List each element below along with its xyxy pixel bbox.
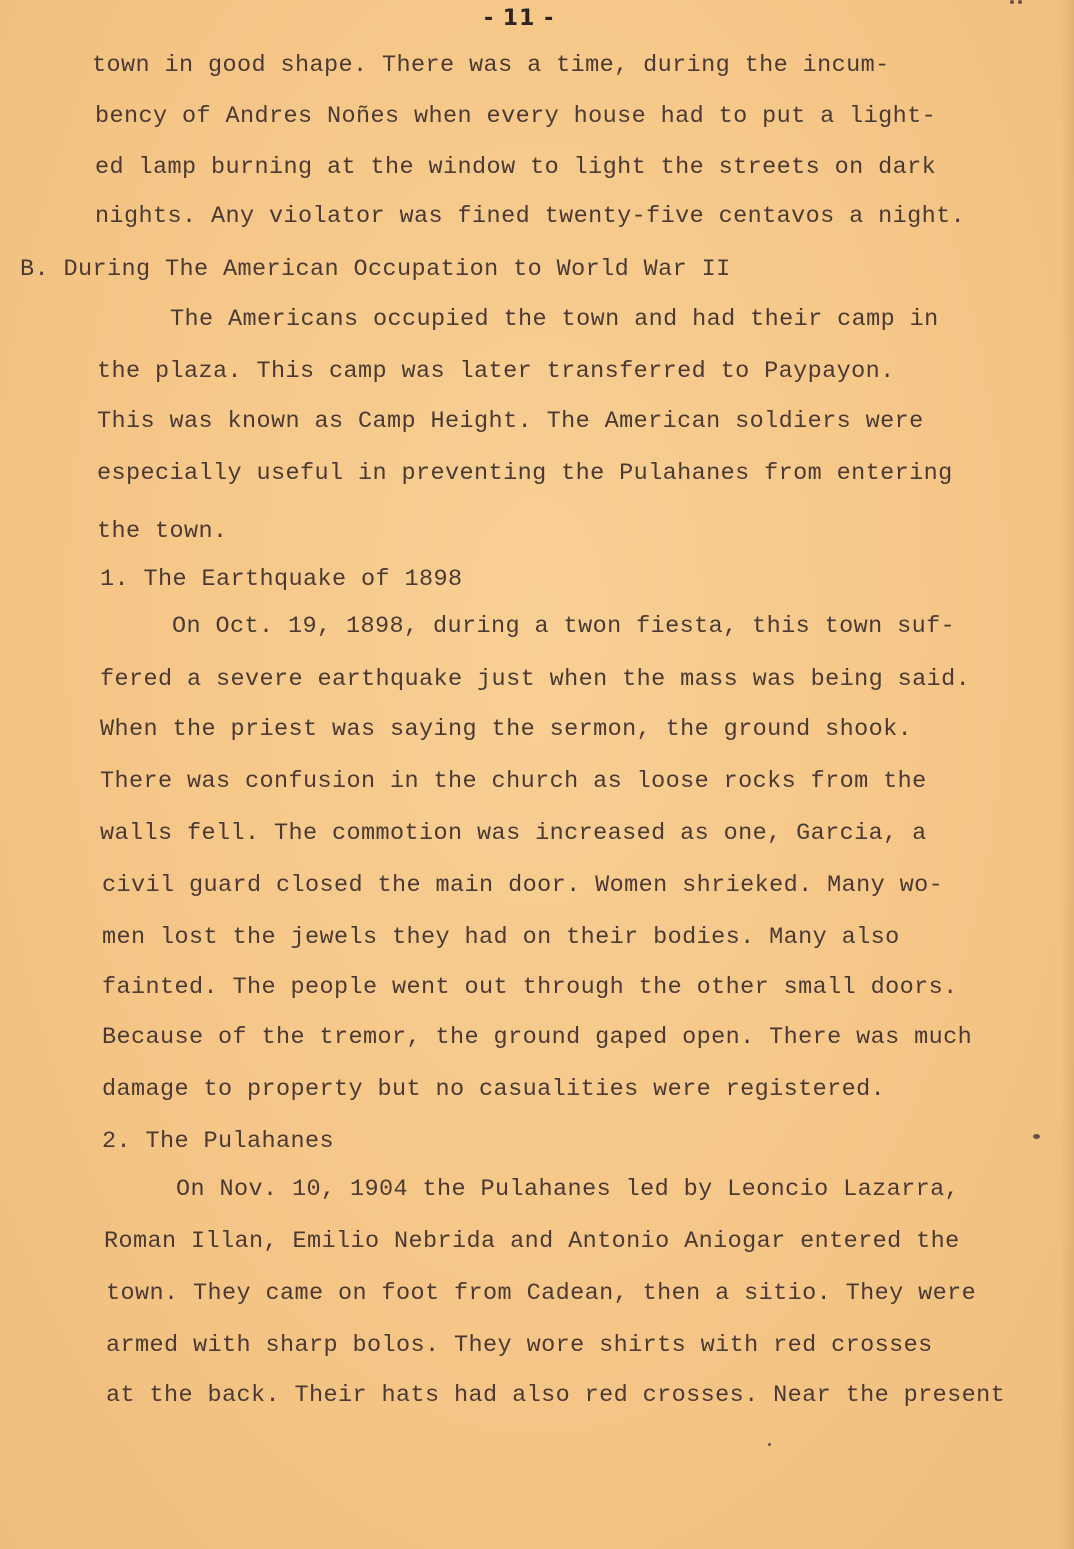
text-line: ed lamp burning at the window to light the streets on dark xyxy=(95,154,937,181)
text-line: Roman Illan, Emilio Nebrida and Antonio Aniogar entered the xyxy=(104,1228,960,1255)
text-line: town in good shape. There was a time, during the incum- xyxy=(92,52,890,79)
section-heading: B. During The American Occupation to World War II xyxy=(20,256,731,283)
text-line: fainted. The people went out through the other small doors. xyxy=(102,974,958,1001)
ink-speck xyxy=(768,1443,771,1446)
text-line: nights. Any violator was fined twenty-five centavos a night. xyxy=(95,203,966,230)
text-line: damage to property but no casualities were registered. xyxy=(102,1076,886,1103)
text-line: The Americans occupied the town and had their camp in xyxy=(170,306,939,333)
text-line: at the back. Their hats had also red crosses. Near the present xyxy=(106,1382,1006,1409)
text-line: the town. xyxy=(97,518,228,545)
ink-speck xyxy=(1010,0,1014,4)
text-line: armed with sharp bolos. They wore shirts with red crosses xyxy=(106,1332,933,1359)
text-line: the plaza. This camp was later transferred to Paypayon. xyxy=(97,358,895,385)
text-line: walls fell. The commotion was increased as one, Garcia, a xyxy=(100,820,927,847)
subsection-heading: 1. The Earthquake of 1898 xyxy=(100,566,463,593)
text-line: town. They came on foot from Cadean, then a sitio. They were xyxy=(106,1280,977,1307)
page-number: - 11 - xyxy=(484,6,555,31)
text-line: On Oct. 19, 1898, during a twon fiesta, this town suf- xyxy=(172,613,956,640)
text-line: especially useful in preventing the Pulahanes from entering xyxy=(97,460,953,487)
ink-speck xyxy=(1018,0,1022,4)
text-line: fered a severe earthquake just when the mass was being said. xyxy=(100,666,971,693)
text-line: When the priest was saying the sermon, the ground shook. xyxy=(100,716,913,743)
text-line: bency of Andres Noñes when every house had to put a light- xyxy=(95,103,937,130)
text-line: This was known as Camp Height. The American soldiers were xyxy=(97,408,924,435)
text-line: Because of the tremor, the ground gaped open. There was much xyxy=(102,1024,973,1051)
text-line: men lost the jewels they had on their bodies. Many also xyxy=(102,924,900,951)
text-line: civil guard closed the main door. Women shrieked. Many wo- xyxy=(102,872,944,899)
subsection-heading: 2. The Pulahanes xyxy=(102,1128,335,1155)
ink-speck xyxy=(1033,1134,1040,1139)
text-line: There was confusion in the church as loose rocks from the xyxy=(100,768,927,795)
text-line: On Nov. 10, 1904 the Pulahanes led by Leoncio Lazarra, xyxy=(176,1176,960,1203)
